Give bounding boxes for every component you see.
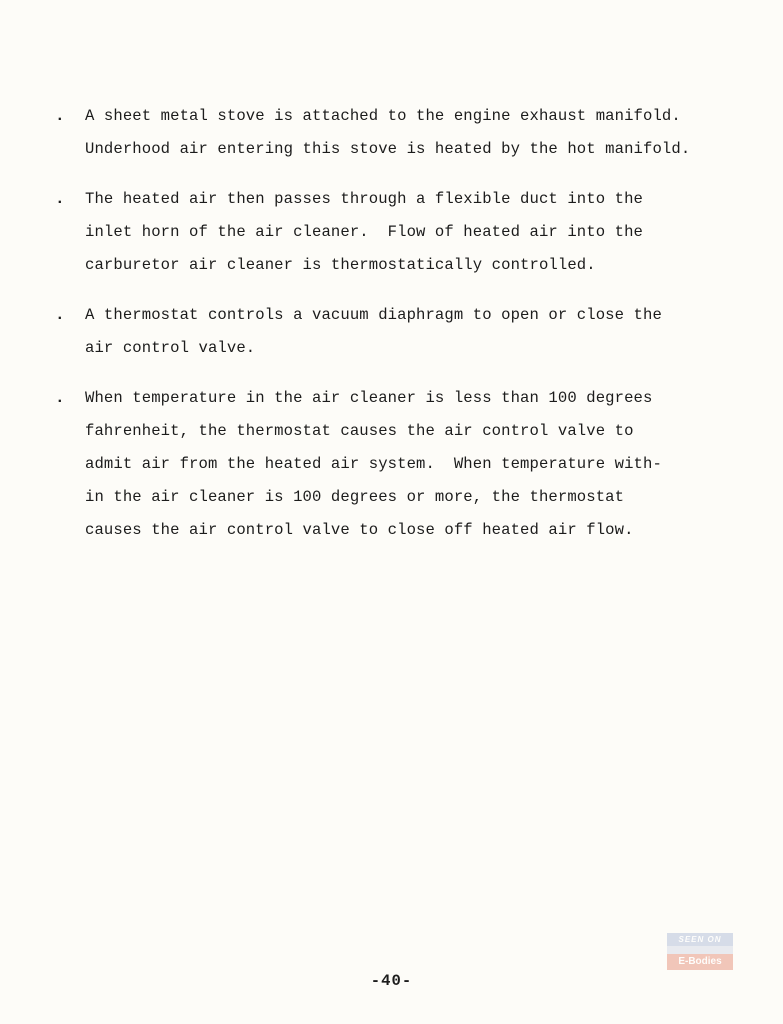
text-line: carburetor air cleaner is thermostatically controlled. [85,256,596,274]
bullet-paragraph [85,183,745,282]
text-line: The heated air then passes through a flexible duct into the [85,190,644,208]
bullet-list [0,100,783,564]
text-line: A sheet metal stove is attached to the engine exhaust manifold. [85,107,681,125]
bullet-paragraph [85,299,745,365]
bullet-marker: . [55,389,65,407]
bullet-item [0,382,783,547]
watermark-top-text: SEEN ON [667,933,733,946]
text-line: admit air from the heated air system. When temperature with- [85,455,662,473]
text-line: Underhood air entering this stove is heated by the hot manifold. [85,140,691,158]
bullet-marker: . [55,107,65,125]
bullet-paragraph [85,100,745,166]
bullet-marker: . [55,190,65,208]
text-line: air control valve. [85,339,256,357]
text-line: When temperature in the air cleaner is less than 100 degrees [85,389,653,407]
bullet-item [0,183,783,282]
watermark-logo [667,933,733,973]
text-line: causes the air control valve to close off heated air flow. [85,521,634,539]
watermark-car-band [667,946,733,954]
bullet-marker: . [55,306,65,324]
bullet-paragraph [85,382,745,547]
text-line: inlet horn of the air cleaner. Flow of heated air into the [85,223,644,241]
text-line: in the air cleaner is 100 degrees or more, the thermostat [85,488,625,506]
text-line: A thermostat controls a vacuum diaphragm to open or close the [85,306,662,324]
watermark-bottom-text: E-Bodies [667,954,733,970]
bullet-item [0,100,783,166]
bullet-item [0,299,783,365]
page-number: -40- [370,972,413,990]
text-line: fahrenheit, the thermostat causes the air control valve to [85,422,634,440]
